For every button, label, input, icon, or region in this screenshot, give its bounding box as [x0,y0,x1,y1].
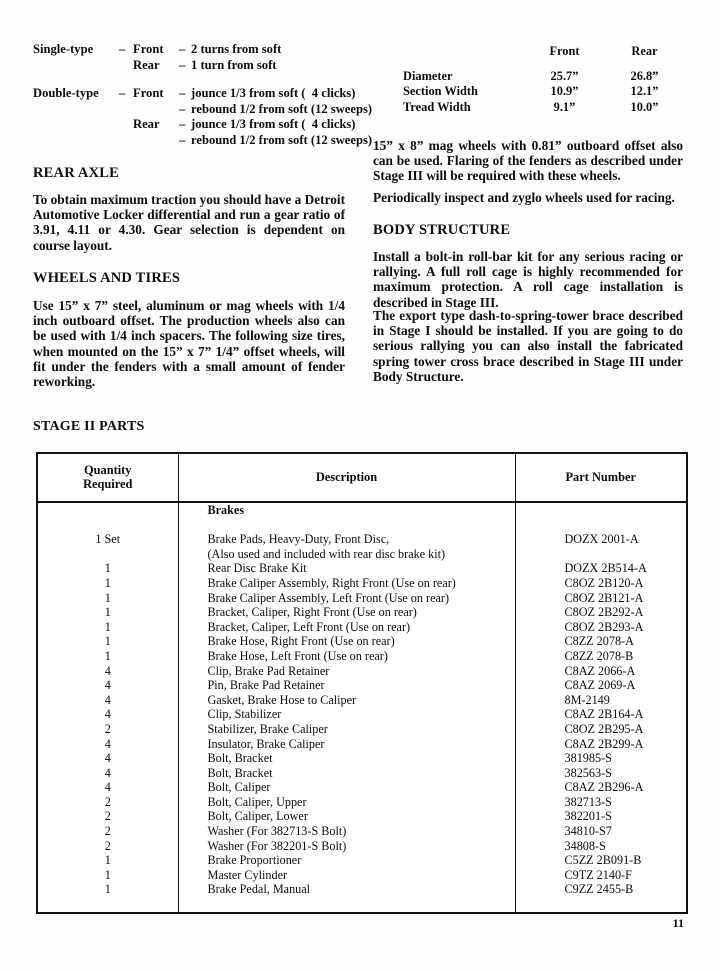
parts-row-part-number: 381985-S [564,751,612,766]
rear-axle-paragraph: To obtain maximum traction you should have a Detroit Automotive Locker differential and run a gear ratio of 3.91, 4.11 or 4.30. Gear selection is dependent on course layout. [33,192,345,253]
parts-table-tail [38,897,686,912]
parts-row-quantity: 4 [38,693,178,708]
setting-value: jounce 1/3 from soft ( 4 clicks) [191,117,356,132]
tire-dimensions-header-front: Front [549,44,580,58]
parts-row-part-number: C8ZZ 2078-A [564,634,634,649]
parts-row-quantity: 1 [38,591,178,606]
parts-row-quantity: 4 [38,751,178,766]
tire-dimension-rear: 10.0” [630,99,659,114]
parts-row-description: Bolt, Bracket [178,766,515,781]
tire-dimension-front: 10.9” [550,84,579,99]
parts-row-quantity: 4 [38,766,178,781]
setting-type [33,117,119,133]
tire-dimensions-table [373,44,683,115]
tire-dimension-row [373,69,683,84]
table-row [38,664,686,679]
export-brace-paragraph: The export type dash-to-spring-tower brace described in Stage I should be installed. If you are going to do serious rallying you can also install the fabricated spring tower cross brace described in Stage III under Body Structure. [373,308,683,384]
table-row [38,766,686,781]
parts-row-quantity: 2 [38,839,178,854]
parts-row-quantity [38,502,178,518]
settings-gap [33,73,373,86]
parts-row-quantity: 1 [38,620,178,635]
parts-table-body [38,502,686,912]
parts-row-description: Brake Proportioner [178,853,515,868]
setting-dash-2: – [179,86,186,101]
parts-row-quantity: 1 [38,605,178,620]
parts-row-part-number: C8OZ 2B293-A [564,619,644,634]
parts-row-description: Bolt, Bracket [178,751,515,766]
setting-dash-2: – [179,132,186,147]
setting-dash [119,102,133,118]
parts-row-description: Master Cylinder [178,868,515,883]
table-row [38,532,686,547]
setting-position: Rear [133,117,160,132]
setting-position: Rear [133,57,160,72]
parts-row-part-number: DOZX 2B514-A [564,561,647,576]
parts-row-quantity: 1 [38,882,178,897]
parts-row-description: Bolt, Caliper [178,780,515,795]
body-structure-heading: BODY STRUCTURE [373,222,511,238]
parts-row-description: Clip, Stabilizer [178,707,515,722]
parts-row-quantity: 2 [38,809,178,824]
setting-value: 2 turns from soft [191,42,282,56]
setting-position: Front [133,42,164,56]
setting-dash: – [119,86,126,101]
parts-row-part-number: C8ZZ 2078-B [564,648,634,663]
setting-dash [119,133,133,149]
setting-dash-2: – [179,42,186,56]
tire-dimension-label: Diameter [403,69,453,83]
parts-row-quantity [38,547,178,562]
table-row [38,707,686,722]
parts-row-description: Gasket, Brake Hose to Caliper [178,693,515,708]
table-row [38,839,686,854]
parts-tail-cell [178,897,515,912]
parts-row-description: Washer (For 382201-S Bolt) [178,839,515,854]
parts-row-quantity: 2 [38,795,178,810]
table-row [38,751,686,766]
table-row [38,547,686,562]
stage-ii-parts-heading: STAGE II PARTS [33,419,145,434]
setting-row [33,133,373,149]
shock-settings-block [33,42,373,149]
parts-row-description: Bolt, Caliper, Upper [178,795,515,810]
setting-dash-2: – [179,57,186,72]
parts-row-description: Rear Disc Brake Kit [178,561,515,576]
tire-dimensions-header-rear: Rear [631,44,658,58]
parts-row-part-number: 382201-S [564,809,612,824]
wheels-and-tires-paragraph: Use 15” x 7” steel, aluminum or mag wheels with 1/4 inch outboard offset. The production wheels also can be used with 1/4 inch spacers. The following size tires, when mounted on the 15” x 7” 1/4” offset wheels, will fit under the fenders with a small amount of fender reworking. [33,298,345,390]
rear-axle-heading: REAR AXLE [33,165,119,181]
parts-row-quantity: 4 [38,678,178,693]
parts-group-heading-row [38,502,686,518]
parts-header-quantity-line2: Required [83,477,133,491]
parts-row-quantity: 1 [38,576,178,591]
parts-row-part-number: C8AZ 2066-A [564,663,636,678]
parts-row-description: (Also used and included with rear disc brake kit) [178,547,515,562]
setting-row [33,58,373,74]
parts-row-description: Brake Pads, Heavy-Duty, Front Disc, [178,532,515,547]
setting-value: 1 turn from soft [191,57,277,72]
parts-header-quantity-line1: Quantity [83,463,132,477]
setting-dash [119,58,133,74]
setting-type [33,102,119,118]
parts-row-quantity: 1 Set [38,532,178,547]
parts-row-quantity: 4 [38,780,178,795]
parts-spacer-cell [38,518,178,533]
wheels-and-tires-heading: WHEELS AND TIRES [33,270,181,286]
tire-dimensions-header-row [373,44,683,69]
table-row [38,678,686,693]
parts-row-part-number: C8OZ 2B120-A [564,575,644,590]
tire-dimension-label: Tread Width [403,99,471,114]
parts-row-description: Brake Hose, Right Front (Use on rear) [178,634,515,649]
table-row [38,605,686,620]
table-row [38,591,686,606]
table-row [38,561,686,576]
parts-row-description: Pin, Brake Pad Retainer [178,678,515,693]
parts-row-part-number: C8AZ 2B296-A [564,780,644,795]
parts-header-row [38,454,686,502]
table-row [38,722,686,737]
tire-dimension-row [373,84,683,99]
tire-dimension-row [373,100,683,115]
setting-row [33,102,373,118]
tire-dimension-rear: 12.1” [630,84,659,99]
parts-row-description: Clip, Brake Pad Retainer [178,664,515,679]
parts-row-description: Brakes [178,502,515,518]
parts-row-part-number: 34808-S [564,838,606,853]
setting-row [33,86,373,102]
parts-row-quantity: 2 [38,824,178,839]
tire-dimension-rear: 26.8” [630,69,659,83]
table-row [38,868,686,883]
table-row [38,809,686,824]
setting-type [33,58,119,74]
parts-row-description: Bracket, Caliper, Left Front (Use on rear) [178,620,515,635]
setting-value: jounce 1/3 from soft ( 4 clicks) [191,86,356,101]
parts-row-part-number [515,547,686,562]
table-row [38,576,686,591]
setting-row [33,117,373,133]
setting-value: rebound 1/2 from soft (12 sweeps) [191,101,373,116]
parts-row-part-number: C5ZZ 2B091-B [564,853,642,868]
parts-row-part-number: 382713-S [564,794,612,809]
parts-row-quantity: 1 [38,561,178,576]
parts-spacer-cell [515,518,686,533]
parts-header-description: Description [178,454,515,502]
parts-row-part-number: DOZX 2001-A [564,532,639,547]
tire-dimension-label: Section Width [403,84,478,99]
setting-value: rebound 1/2 from soft (12 sweeps) [191,132,373,147]
setting-type [33,133,119,149]
parts-row-part-number: C8AZ 2B164-A [564,707,644,722]
parts-row-part-number: C8OZ 2B292-A [564,605,644,620]
parts-row-description: Brake Hose, Left Front (Use on rear) [178,649,515,664]
parts-row-description: Brake Caliper Assembly, Left Front (Use on rear) [178,591,515,606]
table-row [38,620,686,635]
parts-row-part-number: C8AZ 2069-A [564,678,636,693]
parts-row-part-number: 8M-2149 [564,692,610,707]
table-row [38,882,686,897]
setting-dash: – [119,42,126,56]
tire-dimension-front: 9.1” [553,99,576,114]
setting-dash-2: – [179,117,186,132]
parts-row-description: Insulator, Brake Caliper [178,737,515,752]
setting-position: Front [133,86,164,101]
parts-row-part-number: C8OZ 2B295-A [564,721,644,736]
zyglo-inspection-paragraph: Periodically inspect and zyglo wheels used for racing. [373,190,675,205]
parts-row-part-number: 382563-S [564,765,612,780]
table-row [38,853,686,868]
tire-dimension-front: 25.7” [550,69,579,83]
tire-dimensions-body [373,69,683,115]
parts-row-quantity: 4 [38,707,178,722]
parts-row-description: Bracket, Caliper, Right Front (Use on rear) [178,605,515,620]
parts-row-part-number: C9ZZ 2455-B [564,882,634,897]
table-row [38,795,686,810]
parts-row-description: Washer (For 382713-S Bolt) [178,824,515,839]
setting-position [133,133,179,149]
stage-ii-parts-table [36,452,688,914]
parts-row-part-number: 34810-S7 [564,824,612,839]
parts-tail-cell [38,897,178,912]
table-row [38,737,686,752]
roll-bar-paragraph: Install a bolt-in roll-bar kit for any serious racing or rallying. A full roll cage is highly recommended for maximum protection. A roll cage installation is described in Stage III. [373,249,683,310]
parts-row-description: Brake Caliper Assembly, Right Front (Use on rear) [178,576,515,591]
parts-row-description: Bolt, Caliper, Lower [178,809,515,824]
page-number: 11 [672,916,684,930]
table-row [38,780,686,795]
parts-row-description: Brake Pedal, Manual [178,882,515,897]
parts-row-quantity: 1 [38,868,178,883]
setting-type: Single-type [33,42,94,56]
table-row [38,634,686,649]
tire-dimensions-header-blank [373,44,523,69]
parts-header-quantity [38,454,178,502]
setting-row [33,42,373,58]
parts-tail-cell [515,897,686,912]
parts-row-part-number: C9TZ 2140-F [564,867,632,882]
setting-position [133,102,179,118]
mag-wheels-paragraph: 15” x 8” mag wheels with 0.81” outboard offset also can be used. Flaring of the fenders as described under Stage III will be required with these wheels. [373,138,683,184]
parts-spacer-cell [178,518,515,533]
parts-row-quantity: 2 [38,722,178,737]
setting-type: Double-type [33,86,99,101]
setting-dash-2: – [179,101,186,116]
parts-spacer-row [38,518,686,533]
parts-row-description: Stabilizer, Brake Caliper [178,722,515,737]
parts-row-quantity: 4 [38,664,178,679]
table-row [38,693,686,708]
table-row [38,649,686,664]
setting-dash [119,117,133,133]
table-row [38,824,686,839]
parts-row-quantity: 4 [38,737,178,752]
parts-row-quantity: 1 [38,649,178,664]
parts-row-part-number [515,502,686,518]
parts-header-part-number: Part Number [515,454,686,502]
parts-row-part-number: C8AZ 2B299-A [564,736,644,751]
parts-row-quantity: 1 [38,853,178,868]
parts-row-part-number: C8OZ 2B121-A [564,590,644,605]
parts-row-quantity: 1 [38,634,178,649]
